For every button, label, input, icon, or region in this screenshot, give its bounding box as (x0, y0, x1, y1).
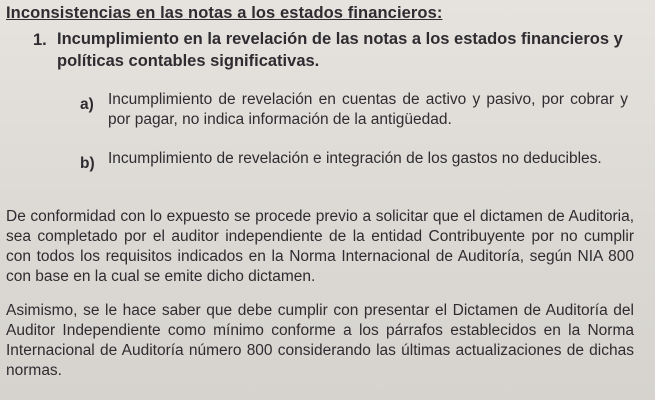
section-heading: Inconsistencias en las notas a los estados financieros: (6, 4, 443, 22)
subitem-text-a: Incumplimiento de revelación en cuentas de activo y pasivo, por cobrar y por pagar, no indica información de la antigüedad. (108, 91, 628, 128)
paragraph-conformidad: De conformidad con lo expuesto se procede previo a solicitar que el dictamen de Auditoria, sea completado por el auditor independiente de la entidad Contribuyente por no cumplir con todos los requisitos indicados en la Norma Internacional de Auditoría, según NIA 800 con base en la cual se emite dicho dictamen. (6, 208, 634, 285)
subitem-text-b: Incumplimiento de revelación e integración de los gastos no deducibles. (108, 150, 602, 167)
subitem-label-a: a) (80, 96, 94, 113)
item-title: Incumplimiento en la revelación de las notas a los estados financieros y políticas contables significativas. (57, 30, 623, 70)
subitem-label-b: b) (80, 155, 95, 172)
paragraph-asimismo: Asimismo, se le hace saber que debe cumplir con presentar el Dictamen de Auditoría del Auditor Independiente como mínimo conforme a los párrafos establecidos en la Norma Internacional de Auditoría número 800 considerando las últimas actualizaciones de dichas normas. (6, 302, 634, 379)
item-number: 1. (33, 31, 47, 49)
